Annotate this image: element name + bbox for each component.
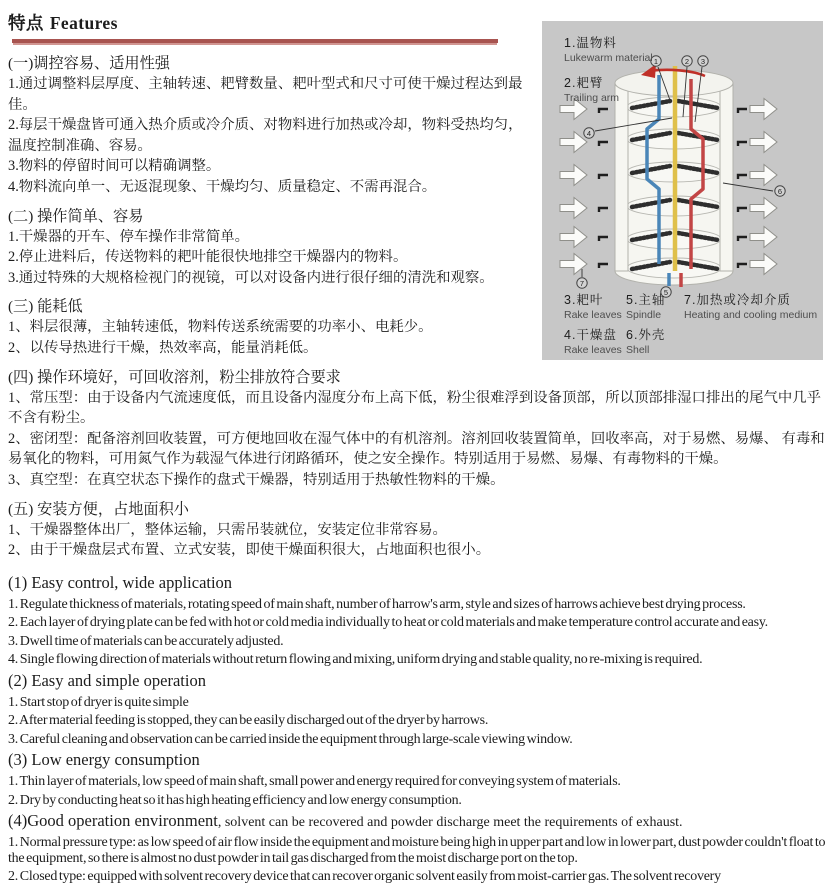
section-items-zh xyxy=(8,520,830,561)
legend-label-zh: 7.加热或冷却介质 xyxy=(684,293,791,307)
section-heading-zh: (四) 操作环境好，可回收溶剂，粉尘排放符合要求 xyxy=(8,368,341,386)
legend-label-zh: 3.耙叶 xyxy=(564,293,604,307)
legend-label-en: Shell xyxy=(626,344,650,356)
feature-section-zh xyxy=(8,499,830,561)
legend-label-zh: 6.外壳 xyxy=(626,328,666,342)
feature-section-en xyxy=(8,751,830,808)
feature-item-zh: 1.通过调整料层厚度、主轴转速、耙臂数量、耙叶型式和尺寸可使干燥过程达到最佳。 xyxy=(8,76,523,113)
callout-4: 4 xyxy=(586,128,592,138)
section-items-en xyxy=(8,774,830,808)
section-heading-zh: (一)调控容易、适用性强 xyxy=(8,55,170,72)
section-items-en xyxy=(8,695,830,748)
feature-item-en: 2. Dry by conducting heat so it has high heating efficiency and low energy consumption. xyxy=(8,792,462,808)
feature-item-zh: 2、以传导热进行干燥，热效率高，能量消耗低。 xyxy=(8,339,318,356)
feature-section-zh xyxy=(8,367,830,491)
section-heading-zh: (三) 能耗低 xyxy=(8,298,83,316)
section-heading-en xyxy=(8,812,830,832)
page-title-en: Features xyxy=(49,13,118,33)
callout-1: 1 xyxy=(653,56,659,66)
page-title-zh: 特点 xyxy=(8,13,44,33)
feature-item-zh: 2.停止进料后，传送物料的耙叶能很快地排空干燥器内的物料。 xyxy=(8,249,408,266)
feature-section-en xyxy=(8,812,830,885)
callout-3: 3 xyxy=(700,56,706,66)
feature-item-en: 1. Normal pressure type: as low speed of air flow inside the equipment and moisture being high in upper part and low in lower part, dust powder couldn't float to the equipment, so there is almost no dust powder in tail gas discharged from the moist discharge port on the top. xyxy=(8,835,826,866)
feature-item-en: 3. Careful cleaning and observation can be carried inside the equipment through large-scale viewing window. xyxy=(8,731,573,747)
feature-item-en: 4. Single flowing direction of materials without return flowing and mixing, uniform drying and stable quality, no re-mixing is required. xyxy=(8,652,703,668)
callout-7: 7 xyxy=(579,278,585,288)
feature-item-zh: 2.每层干燥盘皆可通入热介质或冷介质、对物料进行加热或冷却，物料受热均匀，温度控制准确、容易。 xyxy=(8,117,523,154)
legend-item xyxy=(564,73,653,104)
callout-2: 2 xyxy=(684,56,690,66)
feature-item-zh: 3、真空型：在真空状态下操作的盘式干燥器，特别适用于热敏性物料的干燥。 xyxy=(8,471,505,488)
feature-item-en: 2. After material feeding is stopped, they can be easily discharged out of the dryer by harrows. xyxy=(8,713,489,729)
title-rule xyxy=(12,39,498,43)
feature-item-en: 1. Start stop of dryer is quite simple xyxy=(8,694,189,710)
callout-6: 6 xyxy=(777,186,783,196)
legend-label-zh: 5.主轴 xyxy=(626,293,666,307)
section-heading-en xyxy=(8,672,830,692)
feature-item-zh: 3.通过特殊的大规格检视门的视镜，可以对设备内进行很仔细的清洗和观察。 xyxy=(8,269,494,286)
legend-label-en: Rake leaves xyxy=(564,344,622,356)
section-heading-en-suffix: , solvent can be recovered and powder discharge meet the requirements of exhaust. xyxy=(217,815,683,831)
legend-item xyxy=(564,33,653,64)
feature-item-en: 2. Each layer of drying plate can be fed with hot or cold media individually to heat or cold materials and make temperature control accurate and easy. xyxy=(8,615,768,631)
airflow-arrows-left-icon xyxy=(560,99,587,275)
diagram-legend-bottom xyxy=(564,287,819,356)
section-heading-en xyxy=(8,751,830,771)
feature-item-zh: 1.干燥器的开车、停车操作非常简单。 xyxy=(8,228,250,245)
feature-item-en: 1. Thin layer of materials, low speed of main shaft, small power and energy required for conveying system of materials. xyxy=(8,774,621,790)
legend-label-en: Heating and cooling medium xyxy=(684,309,818,321)
legend-label-en: Rake leaves xyxy=(564,309,622,321)
legend-label-en: Lukewarm material xyxy=(564,52,653,64)
section-items-en xyxy=(8,835,830,885)
section-items-zh xyxy=(8,388,830,491)
section-heading-en xyxy=(8,574,830,594)
legend-item xyxy=(626,325,682,356)
feature-item-zh: 1、料层很薄，主轴转速低，物料传送系统需要的功率小、电耗少。 xyxy=(8,319,433,336)
callout-5: 5 xyxy=(663,287,669,297)
feature-item-zh: 1、干燥器整体出厂，整体运输，只需吊装就位，安装定位非常容易。 xyxy=(8,521,447,538)
feature-item-zh: 2、密闭型：配备溶剂回收装置，可方便地回收在湿气体中的有机溶剂。溶剂回收装置简单，回收率高，对于易燃、易爆、 有毒和易氧化的物料，可用氮气作为载湿气体进行闭路循环，使之安全操作。特别适用于易燃、易爆、有毒物料的干燥。 xyxy=(8,430,825,468)
section-heading-zh: (二) 操作简单、容易 xyxy=(8,207,144,225)
legend-item xyxy=(564,290,624,321)
feature-item-zh: 1、常压型：由于设备内气流速度低，而且设备内湿度分布上高下低，粉尘很难浮到设备顶部，所以顶部排湿口排出的尾气中几乎不含有粉尘。 xyxy=(8,389,822,427)
legend-label-zh: 4.干燥盘 xyxy=(564,328,617,342)
legend-label-en: Spindle xyxy=(626,309,662,321)
section-heading-en-main: (2) Easy and simple operation xyxy=(8,670,206,690)
section-heading-zh: (五) 安装方便，占地面积小 xyxy=(8,500,189,518)
features-english xyxy=(8,574,830,885)
diagram-legend-top xyxy=(564,33,653,113)
feature-section-en xyxy=(8,574,830,668)
legend-label-zh: 1.温物料 xyxy=(564,36,617,50)
feature-item-en: 2. Closed type: equipped with solvent recovery device that can recover organic solvent easily from moist-carrier gas. The solvent recovery xyxy=(8,869,721,885)
legend-label-zh: 2.耙臂 xyxy=(564,76,604,90)
section-heading-en-main: (1) Easy control, wide application xyxy=(8,572,233,592)
section-heading-en-main: (3) Low energy consumption xyxy=(8,750,200,770)
feature-item-zh: 2、由于干燥盘层式布置、立式安装，即使干燥面积很大，占地面积也很小。 xyxy=(8,542,491,559)
legend-label-en: Trailing arm xyxy=(564,92,620,104)
feature-item-zh: 3.物料的停留时间可以精确调整。 xyxy=(8,158,221,175)
dryer-diagram-panel xyxy=(542,21,823,360)
feature-item-en: 1. Regulate thickness of materials, rotating speed of main shaft, number of harrow's arm, style and sizes of harrows achieve best drying process. xyxy=(8,596,746,612)
feature-section-en xyxy=(8,672,830,748)
legend-item xyxy=(684,290,819,321)
section-items-en xyxy=(8,597,830,668)
legend-item xyxy=(626,287,682,321)
feature-item-zh: 4.物料流向单一、无返混现象、干燥均匀、质量稳定、不需再混合。 xyxy=(8,178,437,195)
feature-item-en: 3. Dwell time of materials can be accurately adjusted. xyxy=(8,633,284,649)
section-heading-en-main: (4)Good operation environment xyxy=(8,811,218,831)
airflow-arrows-right-icon xyxy=(750,99,777,275)
legend-item xyxy=(564,325,624,356)
